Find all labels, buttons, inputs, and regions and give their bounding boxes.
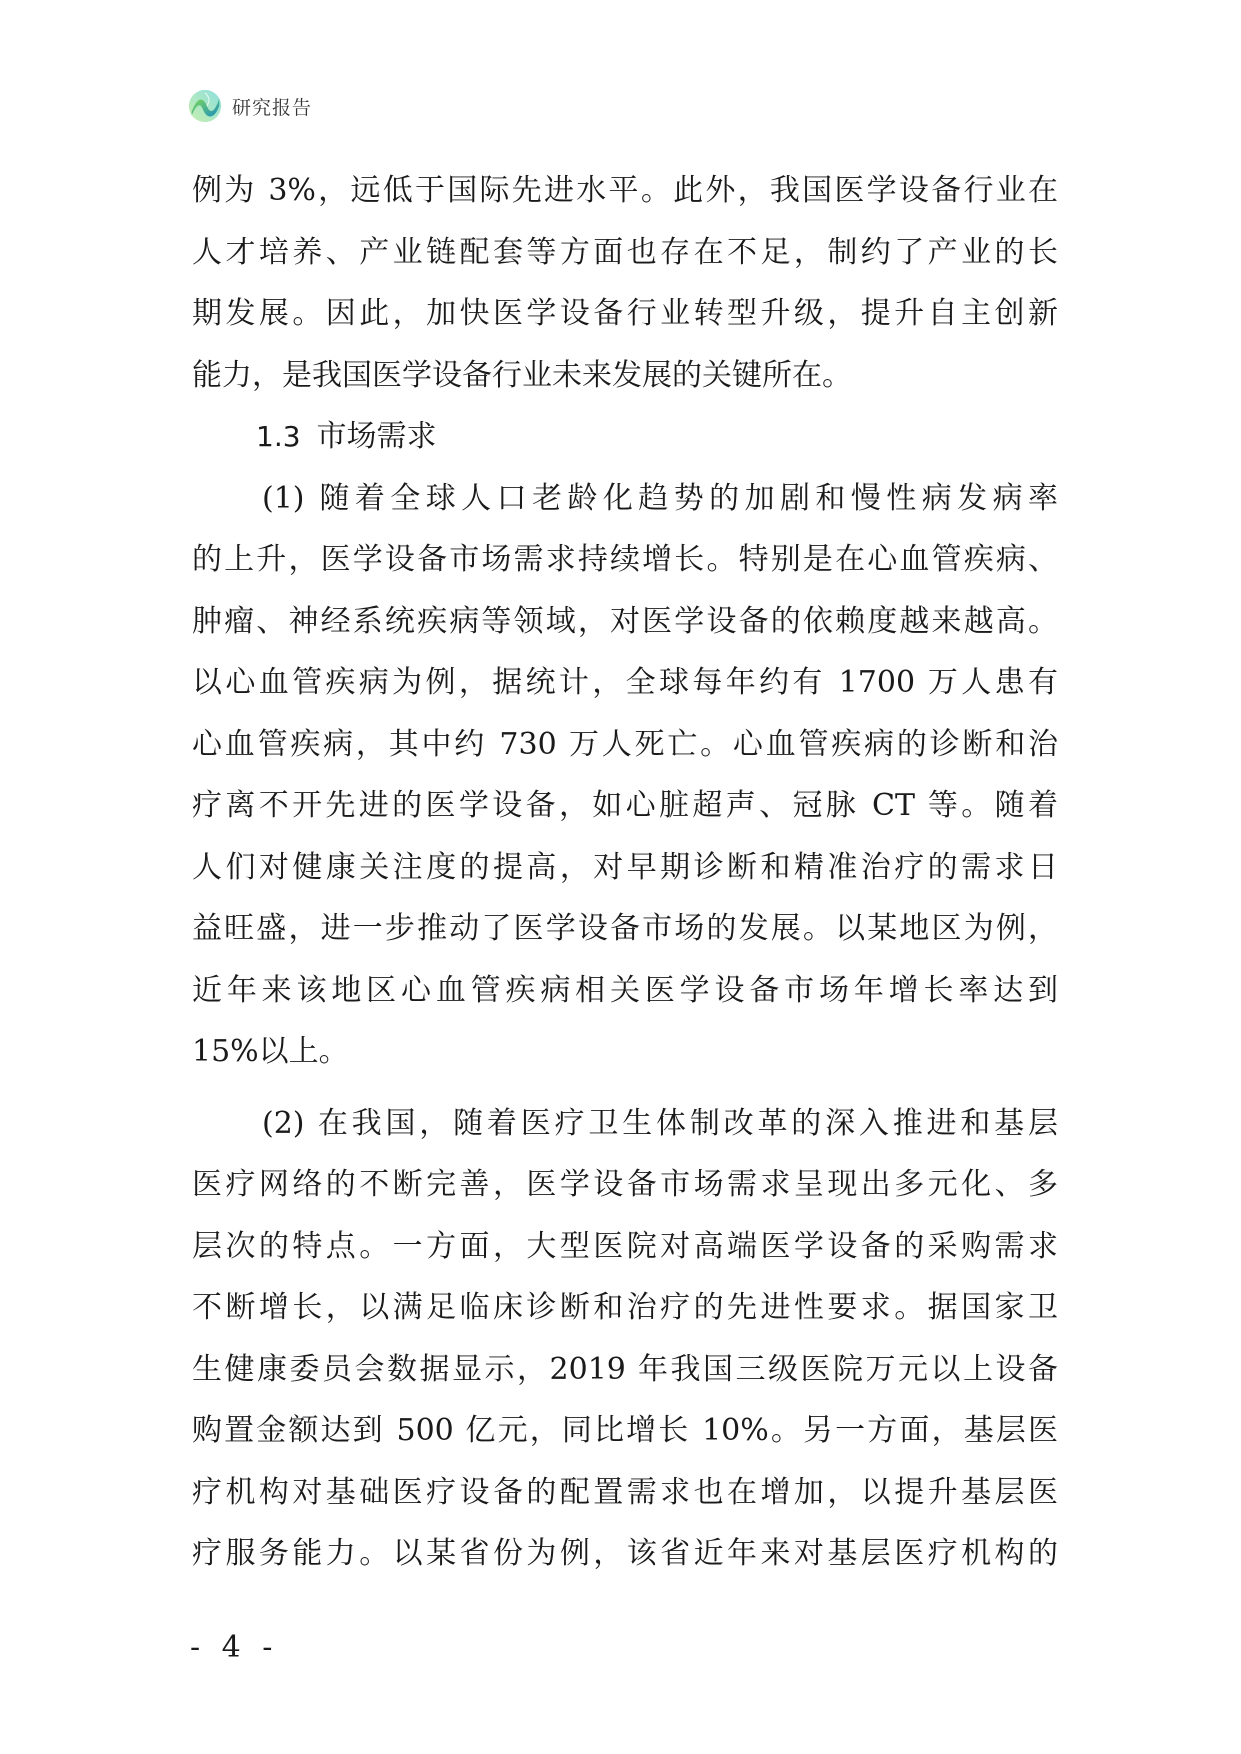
page-header (186, 86, 312, 126)
text-line: 不断增长，以满足临床诊断和治疗的先进性要求。据国家卫 (192, 1290, 1058, 1325)
text-line: 医疗网络的不断完善，医学设备市场需求呈现出多元化、多 (192, 1167, 1058, 1202)
text-line: 期发展。因此，加快医学设备行业转型升级，提升自主创新 (192, 296, 1058, 331)
report-header-title: 研究报告 (232, 96, 313, 119)
text-line: 购置金额达到 500 亿元，同比增长 10%。另一方面，基层医 (192, 1413, 1058, 1448)
text-line: 心血管疾病，其中约 730 万人死亡。心血管疾病的诊断和治 (192, 726, 1058, 762)
text-line: 的上升，医学设备市场需求持续增长。特别是在心血管疾病、 (192, 542, 1058, 577)
page-number: - 4 - (190, 1630, 279, 1665)
text-line: 能力，是我国医学设备行业未来发展的关键所在。 (192, 357, 852, 393)
paragraph-intro-continuation (192, 160, 1058, 406)
text-line: 疗机构对基础医疗设备的配置需求也在增加，以提升基层医 (192, 1474, 1058, 1510)
text-line: 近年来该地区心血管疾病相关医学设备市场年增长率达到 (192, 972, 1058, 1008)
section-number: 1.3 (256, 420, 301, 453)
text-line: 生健康委员会数据显示，2019 年我国三级医院万元以上设备 (192, 1351, 1058, 1387)
paragraph-market-demand-1 (192, 468, 1058, 1083)
text-line: 层次的特点。一方面，大型医院对高端医学设备的采购需求 (192, 1228, 1058, 1264)
section-title: 市场需求 (316, 419, 437, 454)
text-line: 疗离不开先进的医学设备，如心脏超声、冠脉 CT 等。随着 (192, 788, 1058, 823)
text-line: (1) 随着全球人口老龄化趋势的加剧和慢性病发病率 (262, 480, 1058, 516)
gradient-leaf-logo-icon (186, 87, 224, 125)
text-line: 以心血管疾病为例，据统计，全球每年约有 1700 万人患有 (192, 665, 1058, 700)
text-line: 例为 3%，远低于国际先进水平。此外，我国医学设备行业在 (192, 173, 1058, 208)
text-line: 益旺盛，进一步推动了医学设备市场的发展。以某地区为例， (192, 911, 1058, 946)
text-line: (2) 在我国，随着医疗卫生体制改革的深入推进和基层 (262, 1105, 1058, 1141)
text-line: 人们对健康关注度的提高，对早期诊断和精准治疗的需求日 (192, 849, 1058, 885)
text-line: 肿瘤、神经系统疾病等领域，对医学设备的依赖度越来越高。 (192, 603, 1058, 639)
paragraph-gap (192, 1083, 1058, 1093)
text-line: 15%以上。 (192, 1034, 349, 1069)
paragraph-market-demand-2 (192, 1093, 1058, 1585)
text-line: 疗服务能力。以某省份为例，该省近年来对基层医疗机构的 (192, 1536, 1058, 1571)
section-heading (192, 406, 1058, 468)
document-body (192, 160, 1058, 1585)
text-line: 人才培养、产业链配套等方面也存在不足，制约了产业的长 (192, 234, 1058, 270)
